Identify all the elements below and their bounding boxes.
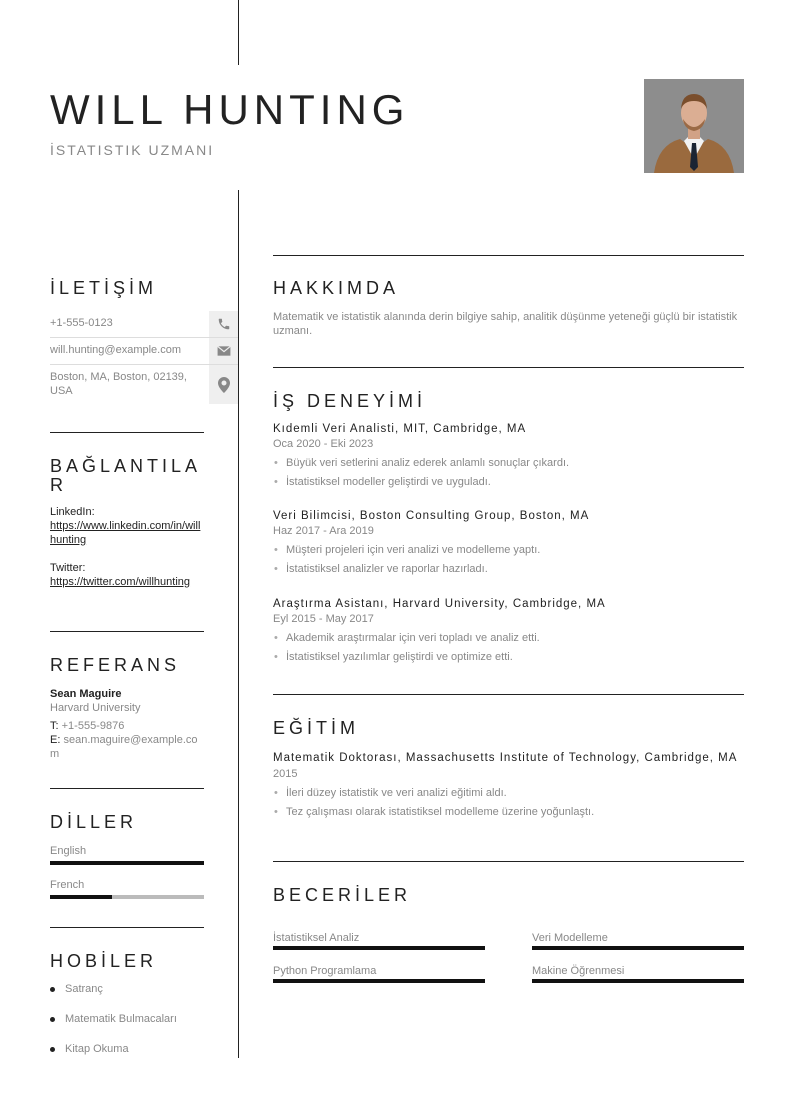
links-heading-line2: R (50, 475, 67, 495)
contact-address-row (50, 365, 238, 404)
job-date: Oca 2020 - Eki 2023 (273, 438, 374, 450)
education-bullet: • İleri düzey istatistik ve veri analizi eğitimi aldı. (273, 787, 744, 799)
skill-item (273, 932, 485, 950)
about-heading: HAKKIMDA (273, 278, 400, 298)
reference-org: Harvard University (50, 702, 141, 714)
profile-photo (644, 79, 744, 173)
left-divider-1 (50, 432, 204, 433)
language-french (50, 878, 204, 899)
languages-heading: DİLLER (50, 812, 138, 832)
reference-entry (50, 687, 204, 761)
skill-item (532, 965, 744, 983)
experience-item (273, 510, 744, 575)
degree-title: Matematik Doktorası, Massachusetts Institute of Technology, Cambridge, MA (273, 752, 738, 764)
language-level-fill (50, 895, 112, 899)
skill-item (273, 965, 485, 983)
left-divider-3 (50, 788, 204, 789)
column-divider-line (238, 190, 239, 1058)
experience-item (273, 423, 744, 488)
hobby-item (50, 1013, 177, 1025)
experience-heading: İŞ DENEYİMİ (273, 391, 427, 411)
degree-date: 2015 (273, 768, 298, 780)
education-item (273, 751, 744, 818)
skill-level-bar (273, 979, 485, 983)
language-level-fill (50, 861, 204, 865)
skill-name: İstatistiksel Analiz (273, 932, 360, 944)
reference-phone: +1-555-9876 (61, 720, 125, 732)
education-heading: EĞİTİM (273, 718, 359, 738)
bullet-dot-icon (50, 1047, 55, 1052)
candidate-name: WILL HUNTING (50, 86, 410, 133)
candidate-title: İSTATISTIK UZMANI (50, 142, 215, 158)
skill-name: Python Programlama (273, 965, 377, 977)
experience-item (273, 598, 744, 663)
hobby-label: Satranç (65, 983, 103, 995)
contact-heading: İLETİŞİM (50, 278, 158, 298)
language-name: English (50, 845, 87, 857)
location-pin-icon (209, 365, 238, 404)
job-title: Veri Bilimcisi, Boston Consulting Group, Boston, MA (273, 510, 590, 522)
language-name: French (50, 879, 85, 891)
job-bullet: • İstatistiksel yazılımlar geliştirdi ve optimize etti. (273, 651, 744, 663)
language-level-bar (50, 895, 204, 899)
job-bullet: • Akademik araştırmalar için veri topladı ve analiz etti. (273, 632, 744, 644)
hobbies-heading: HOBİLER (50, 951, 158, 971)
job-date: Eyl 2015 - May 2017 (273, 613, 374, 625)
links-heading (50, 457, 204, 495)
skill-name: Veri Modelleme (532, 932, 608, 944)
hobby-item (50, 1043, 129, 1055)
links-heading-line1: BAĞLANTILA (50, 456, 202, 476)
contact-address: Boston, MA, Boston, 02139, USA (50, 371, 187, 397)
hobby-label: Kitap Okuma (65, 1043, 129, 1055)
twitter-link[interactable]: https://twitter.com/willhunting (50, 576, 191, 588)
skills-heading: BECERİLER (273, 885, 412, 905)
skill-level-bar (273, 946, 485, 950)
contact-email: will.hunting@example.com (50, 344, 182, 356)
twitter-label: Twitter: (50, 562, 86, 574)
job-title: Kıdemli Veri Analisti, MIT, Cambridge, MA (273, 423, 527, 435)
language-level-bar (50, 861, 204, 865)
skill-level-bar (532, 946, 744, 950)
contact-email-row (50, 338, 238, 365)
job-bullet: • İstatistiksel modeller geliştirdi ve uyguladı. (273, 476, 744, 488)
job-bullet: • Müşteri projeleri için veri analizi ve modelleme yaptı. (273, 544, 744, 556)
phone-icon (209, 311, 238, 337)
top-divider-line (238, 0, 239, 65)
left-divider-2 (50, 631, 204, 632)
linkedin-link[interactable]: https://www.linkedin.com/in/willhunting (50, 520, 201, 546)
bullet-dot-icon (50, 987, 55, 992)
hobby-label: Matematik Bulmacaları (65, 1013, 177, 1025)
references-heading: REFERANS (50, 655, 181, 675)
right-divider-3 (273, 694, 744, 695)
job-title: Araştırma Asistanı, Harvard University, Cambridge, MA (273, 598, 606, 610)
hobby-item (50, 983, 103, 995)
left-divider-4 (50, 927, 204, 928)
reference-email-label: E: (50, 734, 61, 746)
portrait-image (644, 79, 744, 173)
reference-email-line (50, 733, 204, 761)
reference-phone-line (50, 719, 204, 733)
skill-item (532, 932, 744, 950)
links-list (50, 505, 204, 589)
bullet-dot-icon (50, 1017, 55, 1022)
right-divider-1 (273, 255, 744, 256)
job-bullet: • İstatistiksel analizler ve raporlar hazırladı. (273, 563, 744, 575)
job-date: Haz 2017 - Ara 2019 (273, 525, 374, 537)
skill-name: Makine Öğrenmesi (532, 965, 625, 977)
language-english (50, 844, 204, 865)
contact-phone-row (50, 311, 238, 338)
contact-phone: +1-555-0123 (50, 317, 113, 329)
education-bullet: • Tez çalışması olarak istatistiksel modelleme üzerine yoğunlaştı. (273, 806, 744, 818)
about-text: Matematik ve istatistik alanında derin bilgiye sahip, analitik düşünme yeteneği güçlü bir istatistik uzmanı. (273, 311, 738, 337)
right-divider-2 (273, 367, 744, 368)
skill-level-bar (532, 979, 744, 983)
reference-phone-label: T: (50, 720, 59, 732)
reference-email: sean.maguire@example.com (50, 734, 198, 760)
reference-name: Sean Maguire (50, 688, 122, 700)
linkedin-label: LinkedIn: (50, 506, 95, 518)
job-bullet: • Büyük veri setlerini analiz ederek anlamlı sonuçlar çıkardı. (273, 457, 744, 469)
right-divider-4 (273, 861, 744, 862)
envelope-icon (209, 338, 238, 364)
